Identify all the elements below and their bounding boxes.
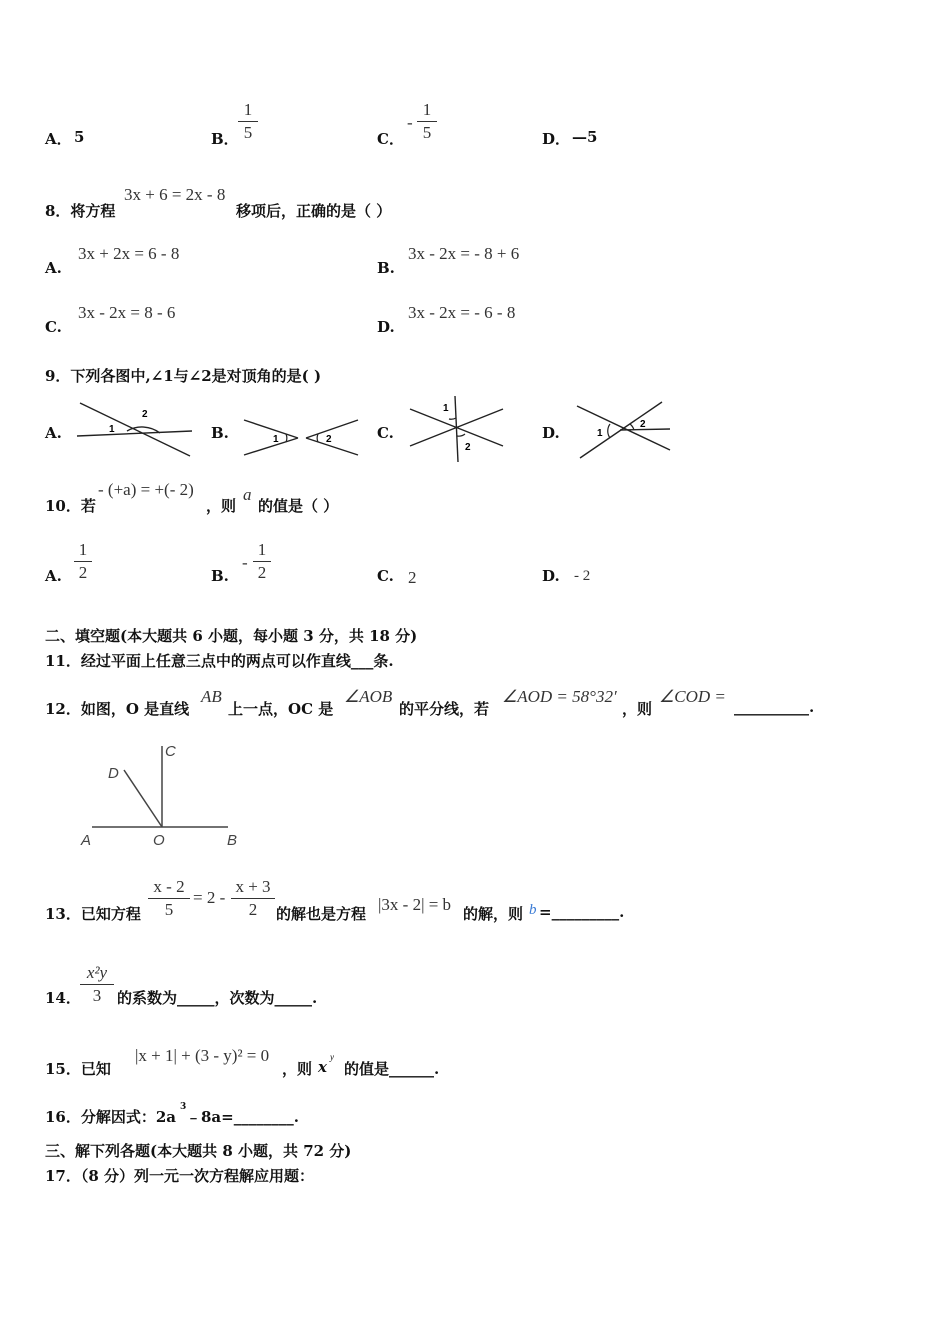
q9-c-angle-2: 2 bbox=[465, 442, 471, 453]
q10-suffix: 的值是（ ） bbox=[258, 497, 339, 515]
q7-option-d-label: D． bbox=[542, 130, 571, 148]
q9-option-b-label: B. bbox=[211, 424, 229, 442]
q8-prefix: 8．将方程 bbox=[45, 202, 116, 220]
q7-option-a-label: A． bbox=[45, 130, 72, 148]
q9-figure-a bbox=[72, 398, 197, 463]
q10-equation: - (+a) = +(- 2) bbox=[98, 480, 194, 499]
q9-option-a-label: A. bbox=[45, 424, 62, 442]
q12-line-ab: AB bbox=[201, 687, 222, 706]
q11-question: 11．经过平面上任意三点中的两点可以作直线___条. bbox=[45, 652, 394, 670]
q12-figure bbox=[78, 738, 248, 853]
q10-option-d-label: D. bbox=[542, 567, 560, 585]
q9-option-c-label: C. bbox=[377, 424, 394, 442]
q15-prefix: 15．已知 bbox=[45, 1060, 111, 1078]
q9-a-angle-1: 1 bbox=[109, 424, 115, 435]
q10-option-b-label: B. bbox=[211, 567, 229, 585]
q16-prefix: 16．分解因式：2a bbox=[45, 1108, 177, 1126]
section-2-title: 二、填空题(本大题共 6 小题，每小题 3 分，共 18 分) bbox=[45, 627, 418, 645]
q13-fraction-2 bbox=[231, 877, 275, 920]
q8-option-c-equation: 3x - 2x = 8 - 6 bbox=[78, 303, 176, 322]
q8-option-d-label: D. bbox=[377, 318, 395, 336]
q13-f2-numerator: x + 3 bbox=[235, 877, 271, 896]
q8-suffix: 移项后，正确的是（ ） bbox=[236, 202, 392, 220]
q9-d-angle-1: 1 bbox=[597, 428, 603, 439]
q13-f1-denominator: 5 bbox=[164, 900, 174, 919]
q13-mid: = 2 - bbox=[193, 888, 226, 907]
q9-figure-c bbox=[405, 394, 510, 464]
q7-c-denominator: 5 bbox=[422, 123, 432, 142]
q9-d-angle-2: 2 bbox=[640, 419, 646, 430]
q10-mid: ，则 bbox=[206, 497, 237, 515]
q8-equation: 3x + 6 = 2x - 8 bbox=[124, 185, 226, 204]
q8-option-a-label: A. bbox=[45, 259, 62, 277]
q15-equation: |x + 1| + (3 - y)² = 0 bbox=[135, 1046, 270, 1065]
q10-option-b-fraction bbox=[253, 540, 271, 583]
q10-b-numerator: 1 bbox=[257, 540, 267, 559]
q12-prefix: 12．如图，O 是直线 bbox=[45, 700, 190, 718]
q10-b-denominator: 2 bbox=[257, 563, 267, 582]
q15-exponent-y: y bbox=[330, 1052, 334, 1062]
q13-abs-equation: |3x - 2| = b bbox=[378, 895, 452, 914]
q7-option-c-label: C． bbox=[377, 130, 404, 148]
q7-option-a-value: 5 bbox=[74, 128, 85, 146]
q14-text: 的系数为_____，次数为_____. bbox=[117, 989, 318, 1007]
q7-option-b-label: B． bbox=[211, 130, 239, 148]
q14-numerator: x²y bbox=[86, 963, 108, 982]
q7-option-c-fraction bbox=[417, 100, 437, 143]
section-3-title: 三、解下列各题(本大题共 8 小题，共 72 分) bbox=[45, 1142, 352, 1160]
q8-option-d-equation: 3x - 2x = - 6 - 8 bbox=[408, 303, 516, 322]
q9-b-angle-2: 2 bbox=[326, 434, 332, 445]
q16-exponent: 3 bbox=[180, 1102, 187, 1112]
q9-c-angle-1: 1 bbox=[443, 403, 449, 414]
q10-option-d-value: - 2 bbox=[574, 568, 591, 584]
q8-option-a-equation: 3x + 2x = 6 - 8 bbox=[78, 244, 180, 263]
q13-f1-numerator: x - 2 bbox=[153, 877, 185, 896]
q16-suffix: ﹣8a=________. bbox=[186, 1108, 299, 1126]
q12-angle-cod: ∠COD = bbox=[659, 687, 726, 706]
q7-c-numerator: 1 bbox=[422, 100, 432, 119]
q10-option-a-fraction bbox=[74, 540, 92, 583]
q10-a-numerator: 1 bbox=[78, 540, 88, 559]
q12-label-c: C bbox=[165, 743, 176, 760]
q12-mid1: 上一点，OC 是 bbox=[228, 700, 334, 718]
q14-fraction bbox=[80, 963, 114, 1006]
q13-f2-denominator: 2 bbox=[248, 900, 258, 919]
q8-option-c-label: C. bbox=[45, 318, 62, 336]
q7-b-numerator: 1 bbox=[243, 100, 253, 119]
q10-a-denominator: 2 bbox=[78, 563, 88, 582]
q8-option-b-label: B. bbox=[377, 259, 395, 277]
q7-option-d-value: —5 bbox=[572, 128, 598, 146]
q15-mid: ，则 bbox=[282, 1060, 313, 1078]
q10-b-sign: - bbox=[242, 553, 248, 572]
q13-mid2: 的解也是方程 bbox=[276, 905, 367, 923]
q9-a-angle-2: 2 bbox=[142, 409, 148, 420]
q9-figure-b bbox=[240, 412, 365, 457]
q13-variable-b: b bbox=[529, 902, 537, 918]
q12-label-d: D bbox=[108, 765, 119, 782]
q10-variable: a bbox=[243, 485, 252, 504]
q9-question: 9．下列各图中,∠1与∠2是对顶角的是( ) bbox=[45, 367, 322, 385]
q10-option-c-value: 2 bbox=[408, 568, 417, 587]
q10-prefix: 10．若 bbox=[45, 497, 96, 515]
q13-fraction-1 bbox=[148, 877, 190, 920]
q12-angle-aod: ∠AOD = 58°32′ bbox=[502, 687, 617, 706]
q12-label-o: O bbox=[153, 832, 165, 849]
q9-option-d-label: D. bbox=[542, 424, 560, 442]
q12-mid3: ，则 bbox=[622, 700, 653, 718]
q9-figure-d bbox=[572, 398, 677, 463]
q13-mid3: 的解，则 bbox=[463, 905, 524, 923]
q12-label-a: A bbox=[81, 832, 92, 849]
q12-angle-aob: ∠AOB bbox=[344, 687, 393, 706]
q9-b-angle-1: 1 bbox=[273, 434, 279, 445]
q10-option-c-label: C. bbox=[377, 567, 394, 585]
q14-label: 14． bbox=[45, 989, 81, 1007]
q13-prefix: 13．已知方程 bbox=[45, 905, 141, 923]
q7-option-b-fraction bbox=[238, 100, 258, 143]
q12-answer-blank: __________. bbox=[734, 698, 815, 716]
q15-base-x: x bbox=[318, 1058, 327, 1076]
q12-mid2: 的平分线，若 bbox=[399, 700, 490, 718]
q12-label-b: B bbox=[227, 832, 238, 849]
q15-suffix: 的值是______. bbox=[344, 1060, 440, 1078]
q14-denominator: 3 bbox=[92, 986, 102, 1005]
q8-option-b-equation: 3x - 2x = - 8 + 6 bbox=[408, 244, 520, 263]
q7-b-denominator: 5 bbox=[243, 123, 253, 142]
q7-c-sign: - bbox=[407, 113, 413, 132]
q17-question: 17．（8 分）列一元一次方程解应用题： bbox=[45, 1167, 315, 1185]
q10-option-a-label: A. bbox=[45, 567, 62, 585]
q13-answer-blank: =_________. bbox=[539, 903, 625, 921]
